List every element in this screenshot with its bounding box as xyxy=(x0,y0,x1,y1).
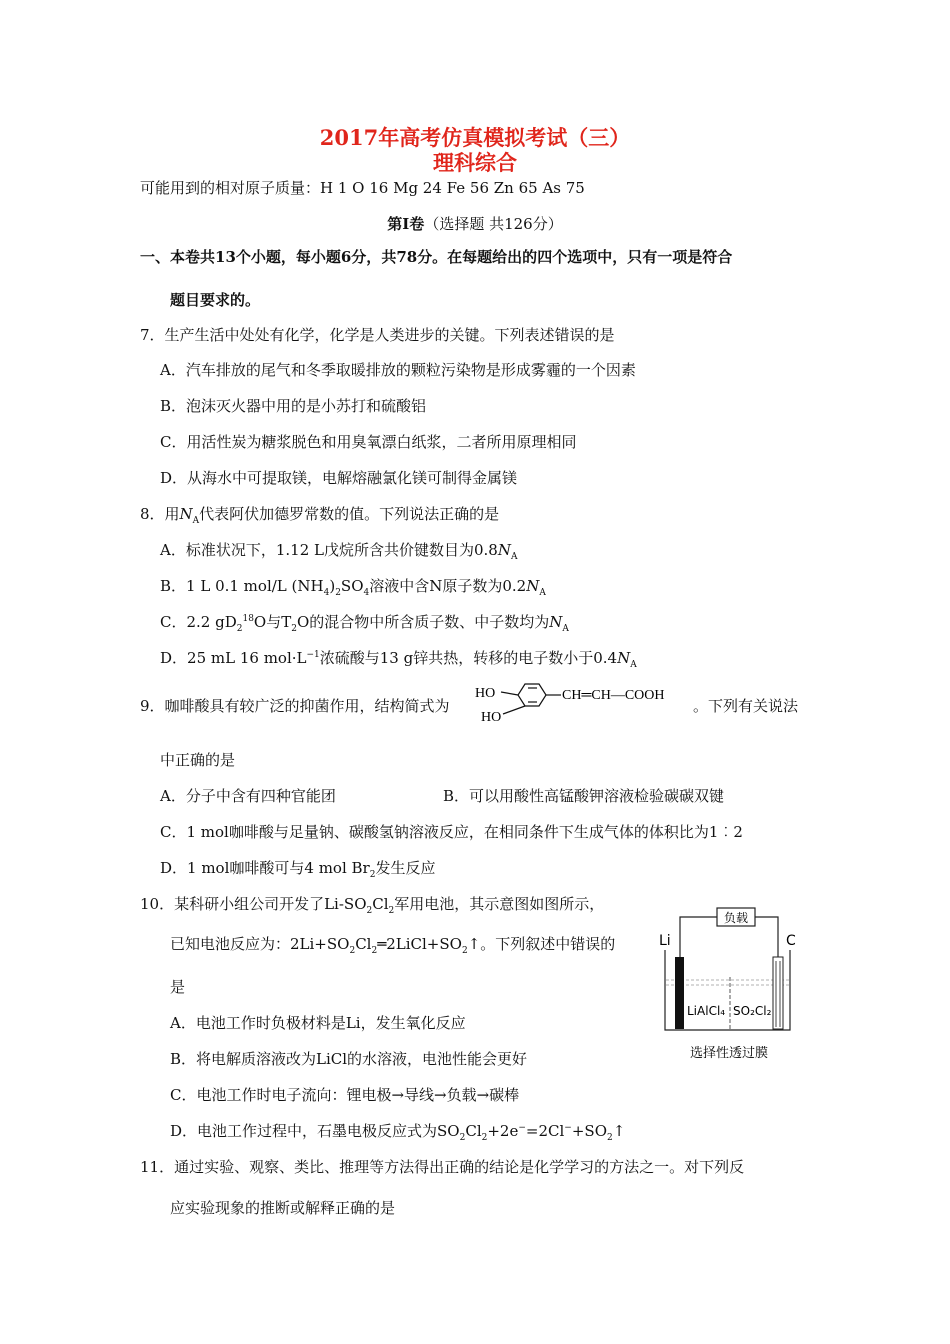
li-label: Li xyxy=(659,933,671,949)
membrane-caption: 选择性透过膜 xyxy=(689,1046,769,1061)
q8-d-na-sub: A xyxy=(630,660,637,670)
q10-option-a: A．电池工作时负极材料是Li，发生氧化反应 xyxy=(170,1014,466,1032)
q9-d-sub: 2 xyxy=(369,870,376,880)
q8-c-sub: 2 xyxy=(236,624,243,634)
q10-l2-post: ↑。下列叙述中错误的 xyxy=(467,935,616,953)
caffeic-acid-structure xyxy=(473,677,695,727)
q8-d-sup: −1 xyxy=(306,650,320,660)
benzene-ring xyxy=(501,684,561,714)
q10-l2-s2: 2 xyxy=(371,946,378,956)
q10-sub2: 2 xyxy=(388,906,395,916)
section-title-rest: （选择题 共126分） xyxy=(424,215,563,233)
q10-d-post: ↑ xyxy=(612,1122,626,1140)
q10-d-s1: 2 xyxy=(459,1133,466,1143)
q8-b-mid2: SO xyxy=(340,577,364,595)
q8-b-post: 溶液中含N原子数为0.2 xyxy=(369,577,527,595)
q10-d-sup2: − xyxy=(564,1123,572,1133)
q9-option-a: A．分子中含有四种官能团 xyxy=(160,787,336,805)
q8-c-na-sub: A xyxy=(562,624,569,634)
q8-b-sub: 4 xyxy=(323,588,330,598)
ho-bottom-label: HO xyxy=(481,710,502,725)
q8-c-pre: C．2.2 gD xyxy=(160,613,237,631)
q9-d-pre: D．1 mol咖啡酸可与4 mol Br xyxy=(160,859,370,877)
q11-line1: 11．通过实验、观察、类比、推理等方法得出正确的结论是化学学习的方法之一。对下列反 xyxy=(140,1158,745,1176)
q8-b-sub2: 2 xyxy=(335,588,341,598)
q7-option-d: D．从海水中可提取镁，电解熔融氯化镁可制得金属镁 xyxy=(160,469,518,487)
q10-l2-s1: 2 xyxy=(349,946,356,956)
q9-d-post: 发生反应 xyxy=(375,859,436,877)
page-title: 2017年高考仿真模拟考试（三） xyxy=(319,125,631,150)
q7-option-b: B．泡沫灭火器中用的是小苏打和硫酸铝 xyxy=(160,397,427,415)
q7-option-a: A．汽车排放的尾气和冬季取暖排放的颗粒污染物是形成雾霾的一个因素 xyxy=(160,361,636,379)
q9-option-d xyxy=(160,857,435,880)
q10-line3: 是 xyxy=(170,978,186,996)
q11-line2: 应实验现象的推断或解释正确的是 xyxy=(170,1199,396,1217)
q10-d-s3: 2 xyxy=(607,1133,613,1143)
q10-stem xyxy=(140,893,604,916)
q10-sub1: 2 xyxy=(366,906,373,916)
q8-c-sub2: 2 xyxy=(291,624,297,634)
q8-na: N xyxy=(179,505,193,523)
q10-l2-s3: 2 xyxy=(461,946,468,956)
section-instruction-1: 一、本卷共13个小题，每小题6分，共78分。在每题给出的四个选项中，只有一项是符合 xyxy=(140,248,733,266)
left-solution-label: LiAlCl₄ xyxy=(687,1004,726,1018)
q8-b-mid: ) xyxy=(329,577,336,595)
q10-l2-pre: 已知电池反应为：2Li+SO xyxy=(170,935,350,953)
q10-l2-b: ═2LiCl+SO xyxy=(377,935,462,953)
q8-option-a xyxy=(160,539,517,562)
page-subtitle: 理科综合 xyxy=(433,150,517,175)
q8-b-pre: B．1 L 0.1 mol/L (NH xyxy=(160,577,324,595)
ho-top-label: HO xyxy=(475,686,496,701)
q10-stem-pre: 10．某科研小组公司开发了Li-SO xyxy=(140,895,367,913)
battery-diagram xyxy=(655,905,807,1065)
section-title-bold: 第Ⅰ卷 xyxy=(387,215,425,233)
q8-option-b xyxy=(160,575,546,598)
q8-c-na: N xyxy=(549,613,563,631)
section-title xyxy=(0,213,950,234)
q7-stem: 7．生产生活中处处有化学，化学是人类进步的关键。下列表述错误的是 xyxy=(140,326,615,344)
q10-d-d: +SO xyxy=(571,1122,607,1140)
q9-stem-line2: 中正确的是 xyxy=(160,751,236,769)
q10-option-b: B．将电解质溶液改为LiCl的水溶液，电池性能会更好 xyxy=(170,1050,528,1068)
q10-d-pre: D．电池工作过程中，石墨电极反应式为SO xyxy=(170,1122,460,1140)
q8-a-text: A．标准状况下，1.12 L戊烷所含共价键数目为0.8 xyxy=(160,541,498,559)
q8-stem xyxy=(140,503,499,526)
q8-stem-pre: 8．用 xyxy=(140,505,180,523)
q10-option-c: C．电池工作时电子流向：锂电极→导线→负载→碳棒 xyxy=(170,1086,520,1104)
q10-l2-a: Cl xyxy=(355,935,372,953)
carbon-electrode xyxy=(773,957,783,1029)
q8-stem-post: 代表阿伏加德罗常数的值。下列说法正确的是 xyxy=(199,505,500,523)
q9-stem-post: 。下列有关说法 xyxy=(693,697,799,715)
q8-d-na: N xyxy=(617,649,631,667)
q8-option-c xyxy=(160,611,569,634)
q8-d-post: 浓硫酸与13 g锌共热，转移的电子数小于0.4 xyxy=(319,649,618,667)
atomic-masses: 可能用到的相对原子质量：H 1 O 16 Mg 24 Fe 56 Zn 65 As 75 xyxy=(140,179,585,197)
q10-d-a: Cl xyxy=(465,1122,482,1140)
q7-option-c: C．用活性炭为糖浆脱色和用臭氧漂白纸浆，二者所用原理相同 xyxy=(160,433,577,451)
q10-d-c: =2Cl xyxy=(525,1122,565,1140)
solution-surface xyxy=(666,980,789,985)
q8-b-sub3: 4 xyxy=(363,588,370,598)
q10-stem-post: 军用电池，其示意图如图所示， xyxy=(394,895,605,913)
q8-c-mid: O与T xyxy=(253,613,292,631)
q8-d-pre: D．25 mL 16 mol·L xyxy=(160,649,307,667)
q10-line2 xyxy=(170,933,615,956)
q10-mid: Cl xyxy=(372,895,389,913)
lithium-electrode xyxy=(675,957,684,1029)
right-solution-label: SO₂Cl₂ xyxy=(733,1004,772,1018)
q8-b-na-sub: A xyxy=(539,588,546,598)
q10-option-d xyxy=(170,1120,625,1143)
q8-a-na-sub: A xyxy=(510,552,518,562)
q8-b-na: N xyxy=(526,577,540,595)
q8-c-sup: 18 xyxy=(242,614,254,624)
q9-option-c: C．1 mol咖啡酸与足量钠、碳酸氢钠溶液反应，在相同条件下生成气体的体积比为1︰2 xyxy=(160,823,743,841)
load-label: 负载 xyxy=(723,911,749,925)
q8-a-na: N xyxy=(497,541,511,559)
q10-d-sup: − xyxy=(518,1123,526,1133)
q8-na-sub: A xyxy=(192,516,200,526)
q8-option-d xyxy=(160,647,637,670)
q8-c-post: O的混合物中所含质子数、中子数均为 xyxy=(296,613,550,631)
q10-d-b: +2e xyxy=(487,1122,519,1140)
side-chain-label: CH═CH—COOH xyxy=(562,688,665,703)
q9-stem-pre: 9．咖啡酸具有较广泛的抑菌作用，结构简式为 xyxy=(140,697,450,715)
section-instruction-2: 题目要求的。 xyxy=(170,291,261,309)
q9-option-b: B．可以用酸性高锰酸钾溶液检验碳碳双键 xyxy=(443,787,725,805)
c-label: C xyxy=(786,933,796,949)
q10-d-s2: 2 xyxy=(481,1133,488,1143)
